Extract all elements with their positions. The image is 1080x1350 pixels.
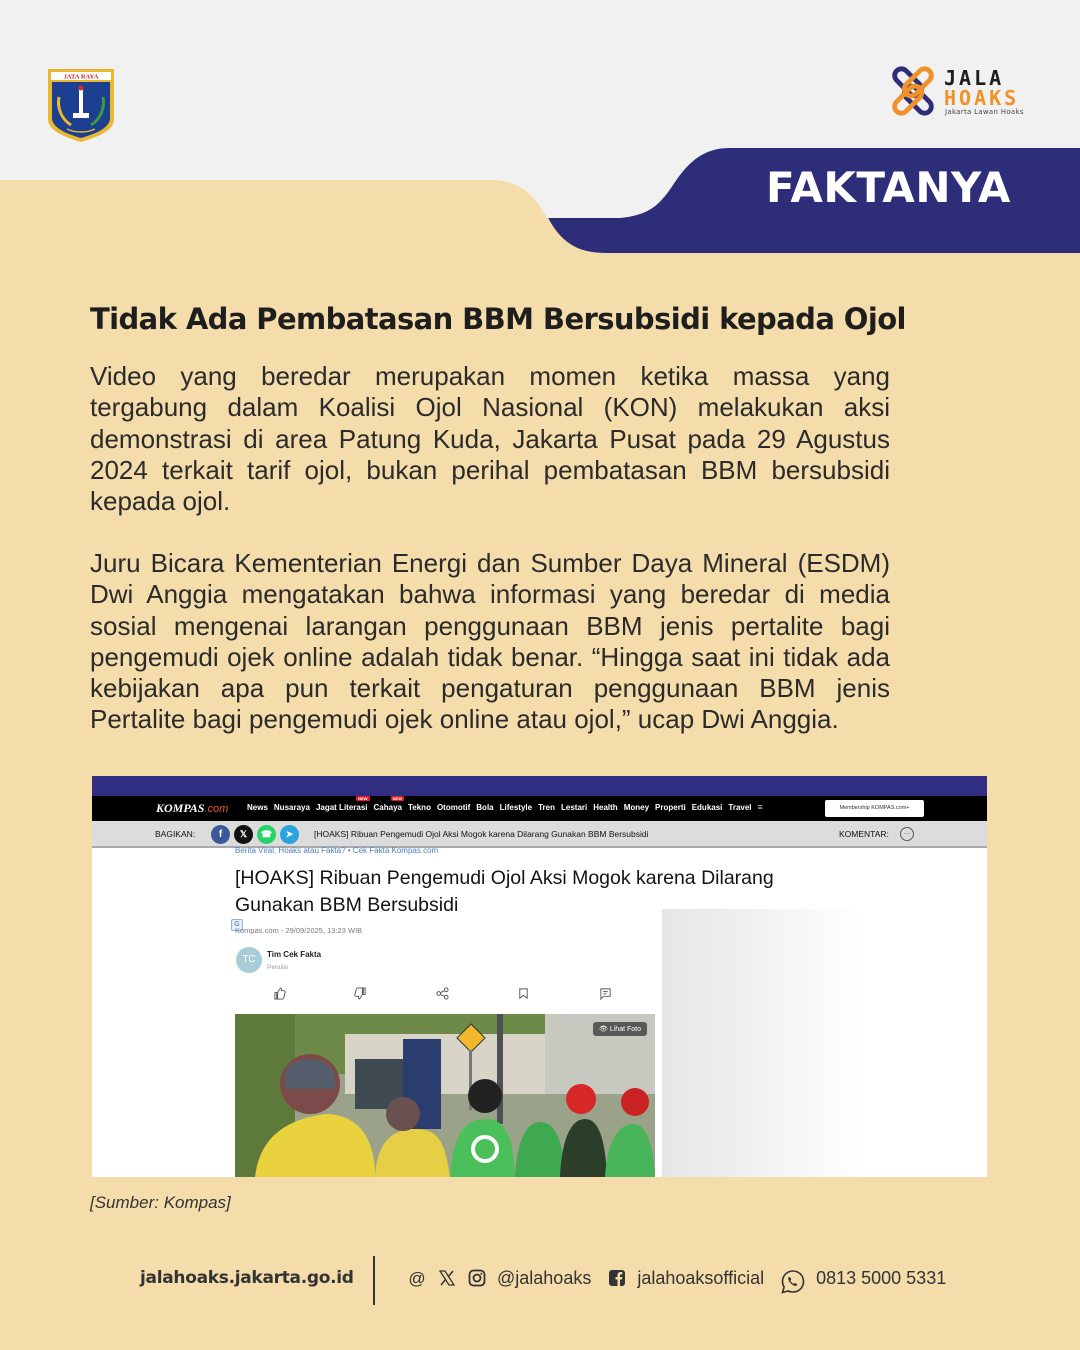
facebook-icon[interactable]	[607, 1269, 627, 1289]
paragraph-2: Juru Bicara Kementerian Energi dan Sumber Daya Mineral (ESDM) Dwi Anggia mengatakan bahwa informasi yang beredar di media sosial mengenai larangan penggunaan BBM jenis pertalite bagi pengemudi ojek online adalah tidak benar. “Hingga saat ini tidak ada kebijakan apa pun terkait pengaturan penggunaan BBM jenis Pertalite bagi pengemudi ojek online atau ojol,” ucap Dwi Anggia.	[90, 548, 890, 735]
telegram-icon[interactable]: ➤	[280, 825, 299, 844]
kompas-logo-main: KOMPAS	[156, 801, 205, 815]
nav-item-lestari[interactable]	[561, 803, 587, 812]
jala-hoaks-logo	[888, 66, 1038, 120]
author-name[interactable]: Tim Cek Fakta	[267, 950, 322, 959]
source-caption: [Sumber: Kompas]	[90, 1193, 231, 1212]
instagram-icon[interactable]	[467, 1269, 487, 1289]
jala-hoaks-link-icon	[888, 66, 938, 116]
nav-label: Cahaya	[373, 803, 402, 812]
footer-social	[407, 1268, 946, 1289]
nav-item-lifestyle[interactable]	[500, 803, 532, 812]
nav-label: Tekno	[407, 803, 431, 812]
blurred-ad-panel	[662, 909, 862, 1177]
paragraph-1: Video yang beredar merupakan momen ketika massa yang tergabung dalam Koalisi Ojol Nasional (KON) melakukan aksi demonstrasi di area Patung Kuda, Jakarta Pusat pada 29 Agustus 2024 terkait tarif ojol, bukan perihal pembatasan BBM bersubsidi kepada ojol.	[90, 361, 890, 517]
breadcrumb[interactable]: Berita Viral, Hoaks atau Fakta? • Cek Fakta Kompas.com	[235, 846, 439, 855]
nav-label: Health	[593, 803, 618, 812]
nav-label: Lifestyle	[499, 803, 533, 812]
x-icon[interactable]	[437, 1269, 457, 1289]
kompas-article-screenshot	[92, 776, 987, 1177]
dislike-icon[interactable]	[354, 987, 368, 1001]
brand-line-2: HOAKS	[944, 86, 1020, 110]
dki-jakarta-logo	[45, 67, 117, 143]
share-icon[interactable]	[435, 987, 449, 1001]
brand-tagline: Jakarta Lawan Hoaks	[945, 108, 1024, 116]
nav-item-cahaya[interactable]	[373, 796, 402, 812]
nav-label: Money	[623, 803, 650, 812]
whatsapp-icon[interactable]	[780, 1269, 806, 1289]
membership-button[interactable]: Membership KOMPAS.com+	[825, 800, 924, 817]
footer-divider	[373, 1256, 375, 1305]
nav-item-otomotif[interactable]	[437, 803, 470, 812]
new-badge: NEW	[392, 796, 402, 801]
article-meta: Kompas.com - 29/09/2025, 13:23 WIB	[235, 926, 363, 935]
facebook-handle[interactable]: jalahoaksofficial	[637, 1268, 765, 1288]
share-article-title: [HOAKS] Ribuan Pengemudi Ojol Aksi Mogok karena Dilarang Gunakan BBM Bersubsidi	[314, 829, 649, 839]
whatsapp-number[interactable]: 0813 5000 5331	[816, 1268, 947, 1288]
nav-label: Otomotif	[436, 803, 471, 812]
share-label: BAGIKAN:	[155, 829, 196, 839]
nav-label: Edukasi	[691, 803, 723, 812]
share-icons	[211, 825, 299, 844]
kompas-nav-bar	[92, 796, 987, 821]
avatar: TC	[236, 947, 262, 973]
threads-icon[interactable]: @	[408, 1268, 426, 1288]
article-actions	[272, 987, 612, 1001]
nav-item-tekno[interactable]	[408, 803, 431, 812]
article-title: [HOAKS] Ribuan Pengemudi Ojol Aksi Mogok karena Dilarang Gunakan BBM Bersubsidi	[235, 867, 774, 916]
nav-label: Tren	[538, 803, 555, 812]
whatsapp-icon[interactable]: ☎	[257, 825, 276, 844]
brand-line-1: JALA	[944, 66, 1005, 90]
nav-label: Lestari	[561, 803, 588, 812]
nav-item-edukasi[interactable]	[692, 803, 723, 812]
nav-item-jagat-literasi[interactable]	[315, 796, 368, 812]
nav-label: Properti	[655, 803, 686, 812]
nav-label: Travel	[728, 803, 752, 812]
kompas-logo-suffix: .com	[204, 803, 229, 815]
nav-menu	[247, 796, 763, 812]
ojol-drivers-photo	[235, 1014, 655, 1177]
kompas-logo[interactable]	[156, 801, 228, 816]
nav-label: Nusaraya	[273, 803, 310, 812]
nav-item-money[interactable]	[624, 803, 649, 812]
author-role: Penulis	[267, 964, 289, 971]
nav-item-travel[interactable]	[728, 803, 751, 812]
footer-website[interactable]: jalahoaks.jakarta.go.id	[140, 1268, 354, 1288]
nav-item-properti[interactable]	[655, 803, 686, 812]
nav-label: Bola	[476, 803, 494, 812]
comment-icon[interactable]	[598, 987, 612, 1001]
nav-item-news[interactable]	[247, 803, 268, 812]
komentar-label: KOMENTAR:	[839, 829, 889, 839]
hamburger-menu-icon[interactable]: ≡	[757, 802, 763, 812]
bookmark-icon[interactable]	[517, 987, 531, 1001]
nav-label: Jagat Literasi	[315, 803, 368, 812]
nav-item-tren[interactable]	[538, 803, 555, 812]
section-label: FAKTANYA	[766, 163, 1011, 212]
browser-top-bar	[92, 776, 987, 796]
x-icon[interactable]: 𝕏	[234, 825, 253, 844]
new-badge: NEW	[358, 796, 368, 801]
translate-icon[interactable]: G	[231, 919, 243, 931]
headline: Tidak Ada Pembatasan BBM Bersubsidi kepada Ojol	[90, 302, 906, 336]
nav-item-bola[interactable]	[476, 803, 493, 812]
view-photo-button[interactable]: 👁 Lihat Foto	[593, 1022, 647, 1036]
share-bar	[92, 821, 987, 848]
dki-jakarta-emblem-icon	[45, 67, 117, 143]
social-handle[interactable]: @jalahoaks	[497, 1268, 592, 1288]
like-icon[interactable]	[272, 987, 286, 1001]
nav-label: News	[247, 803, 268, 812]
svg-text:JATA RAYA: JATA RAYA	[63, 73, 99, 81]
comment-bubble-icon[interactable]: …	[900, 827, 914, 841]
nav-item-nusaraya[interactable]	[274, 803, 310, 812]
article-photo[interactable]	[235, 1014, 655, 1177]
facebook-icon[interactable]: f	[211, 825, 230, 844]
nav-item-health[interactable]	[593, 803, 617, 812]
